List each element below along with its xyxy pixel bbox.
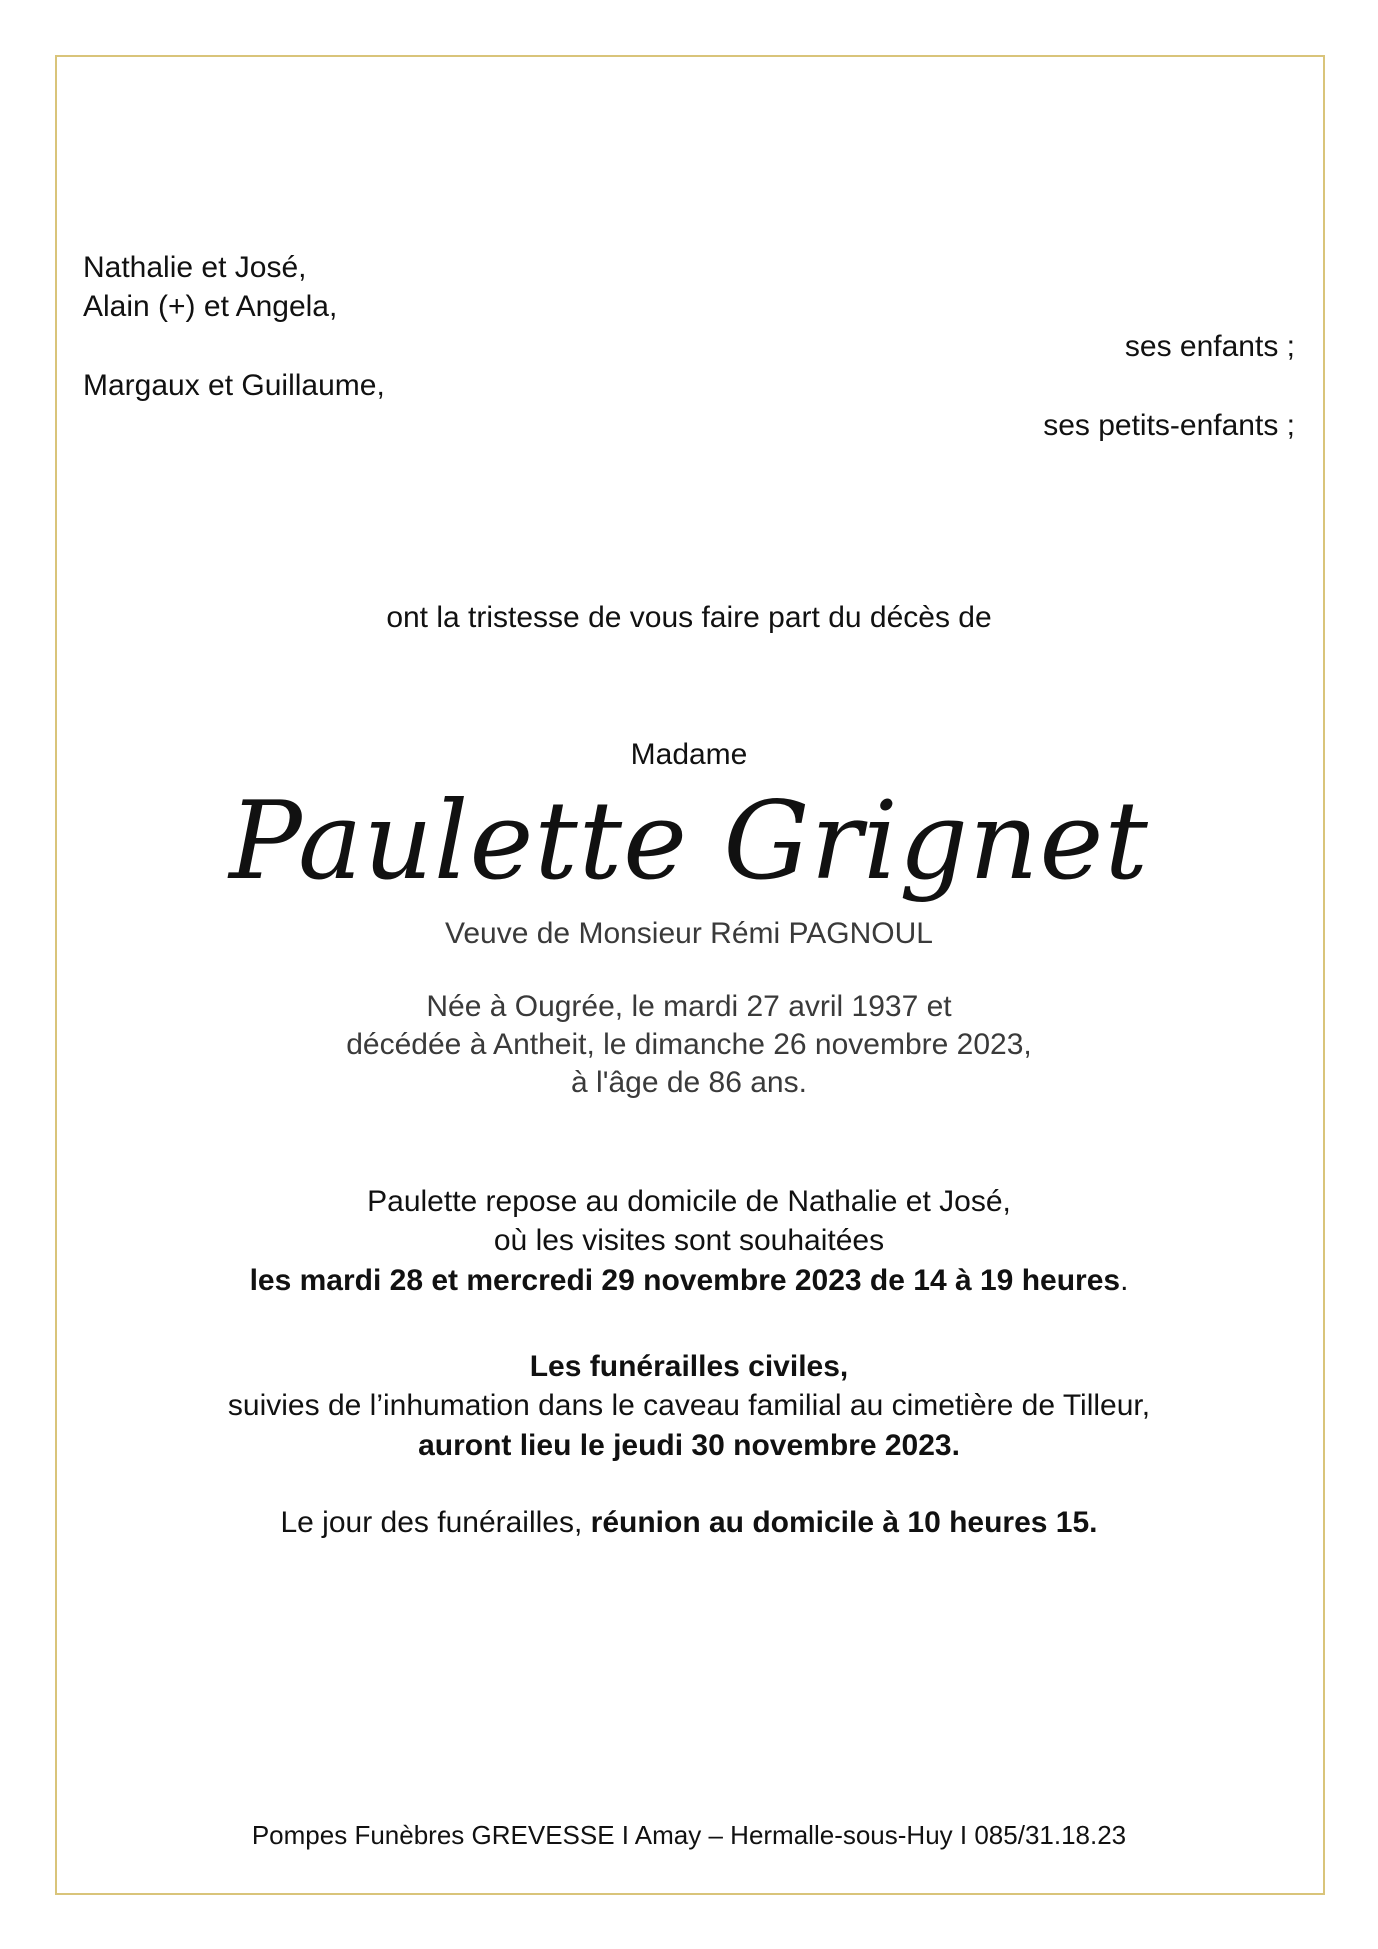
- widow-line: Veuve de Monsieur Rémi PAGNOUL: [445, 917, 933, 950]
- family-children-label: ses enfants ;: [1124, 330, 1295, 363]
- visits-line-2: où les visites sont souhaitées: [493, 1224, 885, 1257]
- visits-dates-end: .: [1120, 1264, 1129, 1297]
- visits-dates: [0, 1262, 1378, 1300]
- announcement-intro: ont la tristesse de vous faire part du décès de: [386, 601, 992, 634]
- deceased-name-text: Paulette Grignet: [229, 779, 1149, 904]
- family-children-line-2: Alain (+) et Angela,: [83, 290, 338, 323]
- footer-funeral-home: Pompes Funèbres GREVESSE I Amay – Hermalle-sous-Huy I 085/31.18.23: [251, 1820, 1127, 1850]
- deceased-name-script: [229, 770, 1149, 930]
- family-grandchildren-line-1: Margaux et Guillaume,: [83, 369, 385, 402]
- deceased-name: [0, 770, 1378, 930]
- family-children-line-1: Nathalie et José,: [83, 251, 307, 284]
- funeral-meeting-bold: réunion au domicile à 10 heures 15.: [590, 1506, 1098, 1539]
- funeral-detail: suivies de l’inhumation dans le caveau familial au cimetière de Tilleur,: [227, 1389, 1151, 1422]
- visits-line-1: Paulette repose au domicile de Nathalie et José,: [367, 1185, 1011, 1218]
- funeral-meeting: [0, 1504, 1378, 1542]
- funeral-meeting-prefix: Le jour des funérailles,: [280, 1506, 591, 1539]
- funeral-date: auront lieu le jeudi 30 novembre 2023.: [418, 1429, 960, 1462]
- funeral-title: Les funérailles civiles,: [529, 1350, 849, 1383]
- age-line: à l'âge de 86 ans.: [571, 1066, 807, 1099]
- announcement-honorific: Madame: [630, 738, 748, 771]
- visits-dates-bold: les mardi 28 et mercredi 29 novembre 2023 de 14 à 19 heures: [249, 1264, 1121, 1297]
- birth-line: Née à Ougrée, le mardi 27 avril 1937 et: [426, 990, 952, 1023]
- family-grandchildren-label: ses petits-enfants ;: [1043, 409, 1295, 442]
- death-line: décédée à Antheit, le dimanche 26 novembre 2023,: [346, 1028, 1032, 1061]
